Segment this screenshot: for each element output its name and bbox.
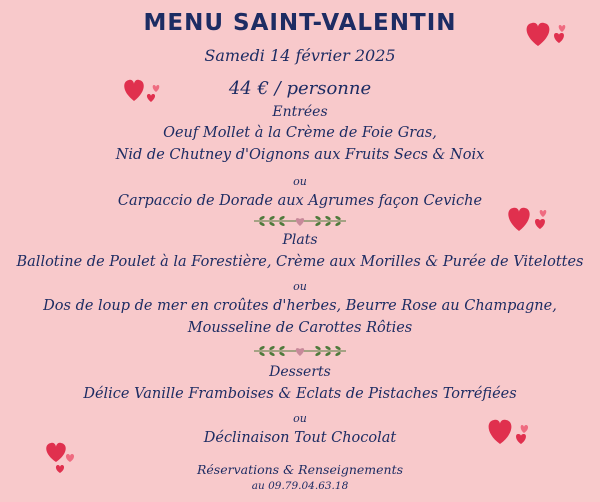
event-date: Samedi 14 février 2025	[204, 46, 396, 65]
plat-option-2-line-1: Dos de loup de mer en croûtes d'herbes, Beurre Rose au Champagne,	[43, 298, 557, 314]
entrees-heading: Entrées	[272, 104, 328, 120]
heart-icon	[483, 414, 535, 450]
phone-number: au 09.79.04.63.18	[251, 480, 349, 492]
dessert-option-1: Délice Vanille Framboises & Eclats de Pistaches Torréfiées	[83, 386, 517, 402]
laurel-divider-icon	[250, 343, 350, 359]
entree-option-2: Carpaccio de Dorade aux Agrumes façon Ceviche	[117, 193, 483, 209]
heart-icon	[520, 18, 570, 52]
reservations-label: Réservations & Renseignements	[196, 462, 404, 477]
desserts-or: ou	[293, 412, 307, 425]
laurel-divider-icon	[250, 213, 350, 229]
price-per-person: 44 € / personne	[228, 78, 372, 99]
entree-option-1-line-2: Nid de Chutney d'Oignons aux Fruits Secs & Noix	[115, 147, 485, 163]
entree-option-1-line-1: Oeuf Mollet à la Crème de Foie Gras,	[163, 125, 437, 141]
dessert-option-2: Déclinaison Tout Chocolat	[203, 430, 397, 446]
heart-icon	[40, 440, 85, 476]
plat-option-1: Ballotine de Poulet à la Forestière, Crème aux Morilles & Purée de Vitelottes	[16, 254, 584, 270]
menu-title: MENU SAINT-VALENTIN	[143, 10, 457, 36]
plats-heading: Plats	[282, 232, 318, 248]
heart-icon	[503, 203, 551, 237]
heart-icon	[120, 75, 165, 107]
plat-option-2-line-2: Mousseline de Carottes Rôties	[187, 320, 413, 336]
entrees-or: ou	[293, 175, 307, 188]
plats-or: ou	[293, 280, 307, 293]
desserts-heading: Desserts	[269, 364, 331, 380]
